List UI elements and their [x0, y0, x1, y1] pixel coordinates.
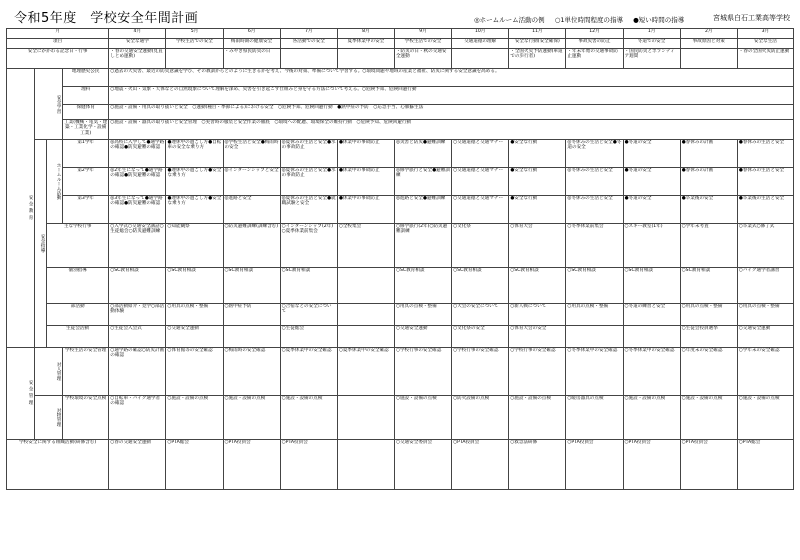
- guidance-cell: ○用具の点検・整備: [680, 304, 737, 326]
- safety-education-label: 安全教育: [7, 69, 35, 348]
- subject-name: 保健体育: [63, 105, 109, 120]
- hr-cell: ●春休みの生活と安全: [737, 140, 793, 168]
- guidance-cell: ○用具の点検・整備: [394, 304, 451, 326]
- hr-cell: ●連休中の過ごし方●自転車の安全な乗り方: [166, 140, 223, 168]
- month-header: 7月: [280, 29, 337, 39]
- guidance-cell: ○交通安全運動: [737, 326, 793, 348]
- month-theme: 学校生活での安全: [394, 39, 451, 49]
- organization-cell: ○PTA役員会: [566, 440, 623, 490]
- hr-cell: ●卒業後の安全: [680, 196, 737, 224]
- hr-cell: ◎冬休みの生活と安全: [566, 196, 623, 224]
- guidance-cell: ○冬道の練習と安全: [623, 304, 680, 326]
- management-cell: ○年度末の安全確認: [680, 348, 737, 396]
- hr-cell: ◎夏休みの生活と安全●水の事故防止: [280, 140, 337, 168]
- guidance-cell: ○バイク通学者講習: [737, 268, 793, 304]
- hr-cell: ●安全な行動: [509, 196, 566, 224]
- legend: [474, 15, 692, 24]
- hr-cell: ◎冬休みの生活と安全: [566, 168, 623, 196]
- grade-label: 第2学年: [63, 168, 109, 196]
- hr-cell: ◎3年生になって●通学路の確認●防災避難の確認: [109, 196, 166, 224]
- guidance-cell: ○SC教育相談: [566, 268, 623, 304]
- guidance-cell: ○生徒会役員選挙: [680, 326, 737, 348]
- guidance-cell: ○用具の点検・整備: [166, 304, 223, 326]
- organization-cell: ○PTA役員会: [452, 440, 509, 490]
- guidance-cell: [337, 304, 394, 326]
- guidance-row-label: 主な学校行事: [47, 224, 109, 268]
- guidance-cell: ○スキー教室(1年): [623, 224, 680, 268]
- guidance-cell: ○修学旅行(2年)○防災避難訓練: [394, 224, 451, 268]
- month-header: 12月: [566, 29, 623, 39]
- subject-content: ○地震・火山・気象・天体などの自然現象について理解を深め、災害を引き起こす仕組みと身を守る方法について考える。○危険予知、危険回避行動: [109, 87, 794, 105]
- organization-label: 学校安全に関する組織活動(研修含む): [7, 440, 109, 490]
- guidance-cell: ○生徒会入会式: [109, 326, 166, 348]
- guidance-cell: ○大会の安全について: [452, 304, 509, 326]
- management-cell: ○体育館等の安全確認: [166, 348, 223, 396]
- month-header: 2月: [680, 29, 737, 39]
- guidance-cell: ○文化祭の安全: [452, 326, 509, 348]
- guidance-cell: ○SC教育相談: [680, 268, 737, 304]
- hr-cell: ◎夏休みの生活と安全●水の事故防止: [280, 168, 337, 196]
- month-theme: 各活動での安全: [280, 39, 337, 49]
- guidance-cell: ○SC教育相談: [509, 268, 566, 304]
- management-cell: [337, 396, 394, 440]
- grade-label: 第1学年: [63, 140, 109, 168]
- month-theme: 夏季休業中の安全: [337, 39, 394, 49]
- management-cell: ○冬季休業中の安全確認: [566, 348, 623, 396]
- month-theme: 学校生活での安全: [166, 39, 223, 49]
- guidance-cell: ○SC教育相談: [394, 268, 451, 304]
- school-name: 宮城県白石工業高等学校: [713, 14, 790, 22]
- organization-cell: ○PTA役員会: [623, 440, 680, 490]
- month-header-label: 月: [7, 29, 109, 39]
- hr-cell: ●冬道の安全: [623, 196, 680, 224]
- hr-cell: ●卒業後の生活と安全: [737, 196, 793, 224]
- month-cell: [337, 49, 394, 69]
- guidance-cell: ○用具の点検・整備: [566, 304, 623, 326]
- month-header: 11月: [509, 29, 566, 39]
- hr-cell: ●春休みの計画: [680, 168, 737, 196]
- month-cell: ・防災の日・秋の交通安全運動: [394, 49, 451, 69]
- month-cell: [680, 49, 737, 69]
- management-cell: ○施設・設備の点検: [737, 396, 793, 440]
- page-title: 令和5年度 学校安全年間計画: [14, 11, 199, 26]
- hr-cell: ◎2年生になって●通学路の確認●防災避難の確認: [109, 168, 166, 196]
- hr-cell: ◎災害と防災●避難訓練: [394, 140, 451, 168]
- hr-cell: ◎学校生活と安全●梅雨時の安全: [223, 140, 280, 168]
- month-theme: 交通道徳の理解: [452, 39, 509, 49]
- management-cell: ○防火設備の点検: [452, 396, 509, 440]
- month-cell: ・みやぎ県民防災の日: [223, 49, 280, 69]
- guidance-cell: ○体育大会の安全: [509, 326, 566, 348]
- safety-management-label: 安全管理: [7, 348, 35, 440]
- management-cell: ○施設・設備の点検: [223, 396, 280, 440]
- guidance-cell: ○熱中症予防: [223, 304, 280, 326]
- month-theme: 事故災害の防止: [566, 39, 623, 49]
- month-header: 4月: [109, 29, 166, 39]
- organization-cell: ○救急法研修: [509, 440, 566, 490]
- organization-cell: ○春の交通安全運動: [109, 440, 166, 490]
- management-cell: ○夏季休業中の安全確認: [280, 348, 337, 396]
- hr-cell: ●安全な行動: [509, 168, 566, 196]
- month-header: 3月: [737, 29, 793, 39]
- management-cell: ○施設・設備の点検: [166, 396, 223, 440]
- guidance-cell: [337, 268, 394, 304]
- guidance-cell: ○合宿などの安全について: [280, 304, 337, 326]
- hr-cell: ●休業中の事故防止: [337, 140, 394, 168]
- hr-cell: ●安全な行動: [509, 140, 566, 168]
- grade-label: 第3学年: [63, 196, 109, 224]
- guidance-row-label: 個別指導: [47, 268, 109, 304]
- management-cell: ○暖房器具の点検: [566, 396, 623, 440]
- hr-cell: ○交通道徳と交通マナー: [452, 196, 509, 224]
- guidance-cell: ○インターンシップ(2年)○夏季休業前集会: [280, 224, 337, 268]
- month-header: 8月: [337, 29, 394, 39]
- month-cell: ・春の交通安全運動(見直しとめ運動): [109, 49, 166, 69]
- hr-cell: ◎修学旅行と安全●避難訓練: [394, 168, 451, 196]
- month-header: 1月: [623, 29, 680, 39]
- guidance-cell: ○文化祭: [452, 224, 509, 268]
- hr-cell: ●連休中の過ごし方●安全な乗り方: [166, 168, 223, 196]
- management-cell: ○学校行事の安全確認: [394, 348, 451, 396]
- guidance-cell: ○全校集会: [337, 224, 394, 268]
- hr-cell: ◎冬休みの生活と安全●冬道の安全: [566, 140, 623, 168]
- guidance-cell: ○卒業式○修了式: [737, 224, 793, 268]
- hr-cell: ◎進路と安全: [223, 196, 280, 224]
- hr-cell: ◎高校に入学して●通学路の確認●防災避難の確認: [109, 140, 166, 168]
- month-theme: 冬道での安全: [623, 39, 680, 49]
- safety-plan-table: [6, 28, 794, 490]
- month-theme: 事故原因と対策: [680, 39, 737, 49]
- guidance-cell: ○知能観察: [166, 224, 223, 268]
- guidance-cell: ○防災避難訓練(訓練含む): [223, 224, 280, 268]
- hr-cell: ●春休みの計画: [680, 140, 737, 168]
- management-cell: ○自転車・バイク通学者の確認: [109, 396, 166, 440]
- organization-cell: [337, 440, 394, 490]
- hr-cell: ●連休中の過ごし方●安全な乗り方: [166, 196, 223, 224]
- management-cell: ○学校行事の安全確認: [509, 348, 566, 396]
- guidance-cell: ○新人戦について: [509, 304, 566, 326]
- hr-cell: ●冬道の安全: [623, 168, 680, 196]
- management-cell: ○通学路の確認○防災計画の確認: [109, 348, 166, 396]
- management-row-label: 学校環境の安全点検: [63, 396, 109, 440]
- subject-name: 理科: [63, 87, 109, 105]
- guidance-cell: ○交通安全運動: [166, 326, 223, 348]
- management-cell: ○施設・設備の点検: [394, 396, 451, 440]
- hr-cell: ○交通道徳と交通マナー: [452, 168, 509, 196]
- organization-cell: ○交通安全委員会: [394, 440, 451, 490]
- month-header: 10月: [452, 29, 509, 39]
- guidance-cell: [337, 326, 394, 348]
- guidance-cell: ○部活動紹介・見学○部活動体験: [109, 304, 166, 326]
- guidance-cell: ○SC教育相談: [109, 268, 166, 304]
- guidance-cell: ○SC教育相談: [166, 268, 223, 304]
- month-cell: ・全国火災予防運動(車道での歩行者): [509, 49, 566, 69]
- guidance-cell: ○SC教育相談: [280, 268, 337, 304]
- month-cell: [280, 49, 337, 69]
- events-label: 安全にかかわる記念日・行事: [7, 49, 109, 69]
- subject-content: ○施設・設備・用具の取り扱いと安全 ○運動(種目・季節による)における安全 ○危険予知、危険回避行動 ●熱中症の予防 ○応急手当、心肺蘇生法: [109, 105, 794, 120]
- facility-management-label: 対物管理: [35, 396, 63, 440]
- management-cell: ○施設・設備の点検: [680, 396, 737, 440]
- month-header: 9月: [394, 29, 451, 39]
- subject-name: 地理歴史公民: [63, 69, 109, 87]
- month-theme: 安全な通学: [109, 39, 166, 49]
- guidance-cell: ○冬季休業前集会: [566, 224, 623, 268]
- guidance-row-label: 部活動: [47, 304, 109, 326]
- management-row-label: 学校生活の安全管理: [63, 348, 109, 396]
- management-cell: ○学年末の安全確認: [737, 348, 793, 396]
- safety-guidance-label: 安全指導: [35, 140, 47, 348]
- guidance-cell: ○SC教育相談: [223, 268, 280, 304]
- management-cell: ○施設・設備の点検: [280, 396, 337, 440]
- guidance-cell: [566, 326, 623, 348]
- month-cell: ・春の全国火災防止運動: [737, 49, 793, 69]
- page-header: [6, 4, 794, 28]
- management-cell: ○冬季休業中の安全確認: [623, 348, 680, 396]
- organization-cell: ○PTA役員会: [680, 440, 737, 490]
- homeroom-label: ホームルーム活動: [47, 140, 63, 224]
- month-header: 6月: [223, 29, 280, 39]
- month-cell: [452, 49, 509, 69]
- month-theme: 安全な行動(安全確保): [509, 39, 566, 49]
- subject-name: 工業(機械・電気・建築・工業化学・設備工業): [63, 120, 109, 140]
- subject-content: ○過去の大災害、最近の防災意識を学び、その教訓からどのように生きるかを考え、今後の対策、準備について学習する。○環境問題や地域の産業と福祉、防災に関する安全意識を高める。: [109, 69, 794, 87]
- organization-cell: ○PTA総会: [166, 440, 223, 490]
- item-label: 項目: [7, 39, 109, 49]
- guidance-cell: ○用具の点検・整備: [737, 304, 793, 326]
- hr-cell: ●冬道の安全: [623, 140, 680, 168]
- month-header: 5月: [166, 29, 223, 39]
- guidance-cell: [223, 326, 280, 348]
- management-cell: ○学校行事の安全確認: [452, 348, 509, 396]
- legend-item: ○1単位時間程度の指導: [554, 16, 624, 24]
- guidance-row-label: 生徒会活動: [47, 326, 109, 348]
- subject-content: ○施設・設備・器具の取り扱いと安全管理 ○実習時の服装と安全作業の徹底 ○環境への配慮、環境保全の維持行動 ○危険予知、危険回避行動: [109, 120, 794, 140]
- month-cell: ・年末年始の交通事故防止運動: [566, 49, 623, 69]
- month-cell: ・国民防災とボランティア週間: [623, 49, 680, 69]
- guidance-cell: ○SC教育相談: [623, 268, 680, 304]
- hr-cell: ○交通道徳と交通マナー: [452, 140, 509, 168]
- safety-learning-label: 安全学習: [35, 69, 63, 140]
- organization-cell: ○PTA役員会: [280, 440, 337, 490]
- guidance-cell: ○体育大会: [509, 224, 566, 268]
- month-cell: [166, 49, 223, 69]
- guidance-cell: ○入学式○交通安全講話○生徒総会○防災避難訓練: [109, 224, 166, 268]
- month-theme: 梅雨時期の健康安全: [223, 39, 280, 49]
- hr-cell: ●春休みの生活と安全: [737, 168, 793, 196]
- organization-cell: ○PTA総会: [737, 440, 793, 490]
- hr-cell: ●休業中の事故防止: [337, 168, 394, 196]
- management-cell: ○施設・設備の点検: [623, 396, 680, 440]
- legend-item: ◎ホームルーム活動の例: [474, 16, 545, 24]
- guidance-cell: ○SC教育相談: [452, 268, 509, 304]
- management-cell: ○夏季休業中の安全確認: [337, 348, 394, 396]
- guidance-cell: ○交通安全運動: [394, 326, 451, 348]
- organization-cell: ○PTA役員会: [223, 440, 280, 490]
- personal-management-label: 対人管理: [35, 348, 63, 396]
- month-theme: 安全な生活: [737, 39, 793, 49]
- hr-cell: ◎進路と安全●避難訓練: [394, 196, 451, 224]
- hr-cell: ◎インターンシップと安全: [223, 168, 280, 196]
- guidance-cell: ○学年末考査: [680, 224, 737, 268]
- guidance-cell: [623, 326, 680, 348]
- hr-cell: ●休業中の事故防止: [337, 196, 394, 224]
- legend-item: ●短い時間の指導: [633, 16, 685, 24]
- management-cell: ○施設・設備の点検: [509, 396, 566, 440]
- management-cell: ○梅雨時の安全確認: [223, 348, 280, 396]
- guidance-cell: ○生徒総会: [280, 326, 337, 348]
- hr-cell: ◎夏休みの生活と安全●就職試験と安全: [280, 196, 337, 224]
